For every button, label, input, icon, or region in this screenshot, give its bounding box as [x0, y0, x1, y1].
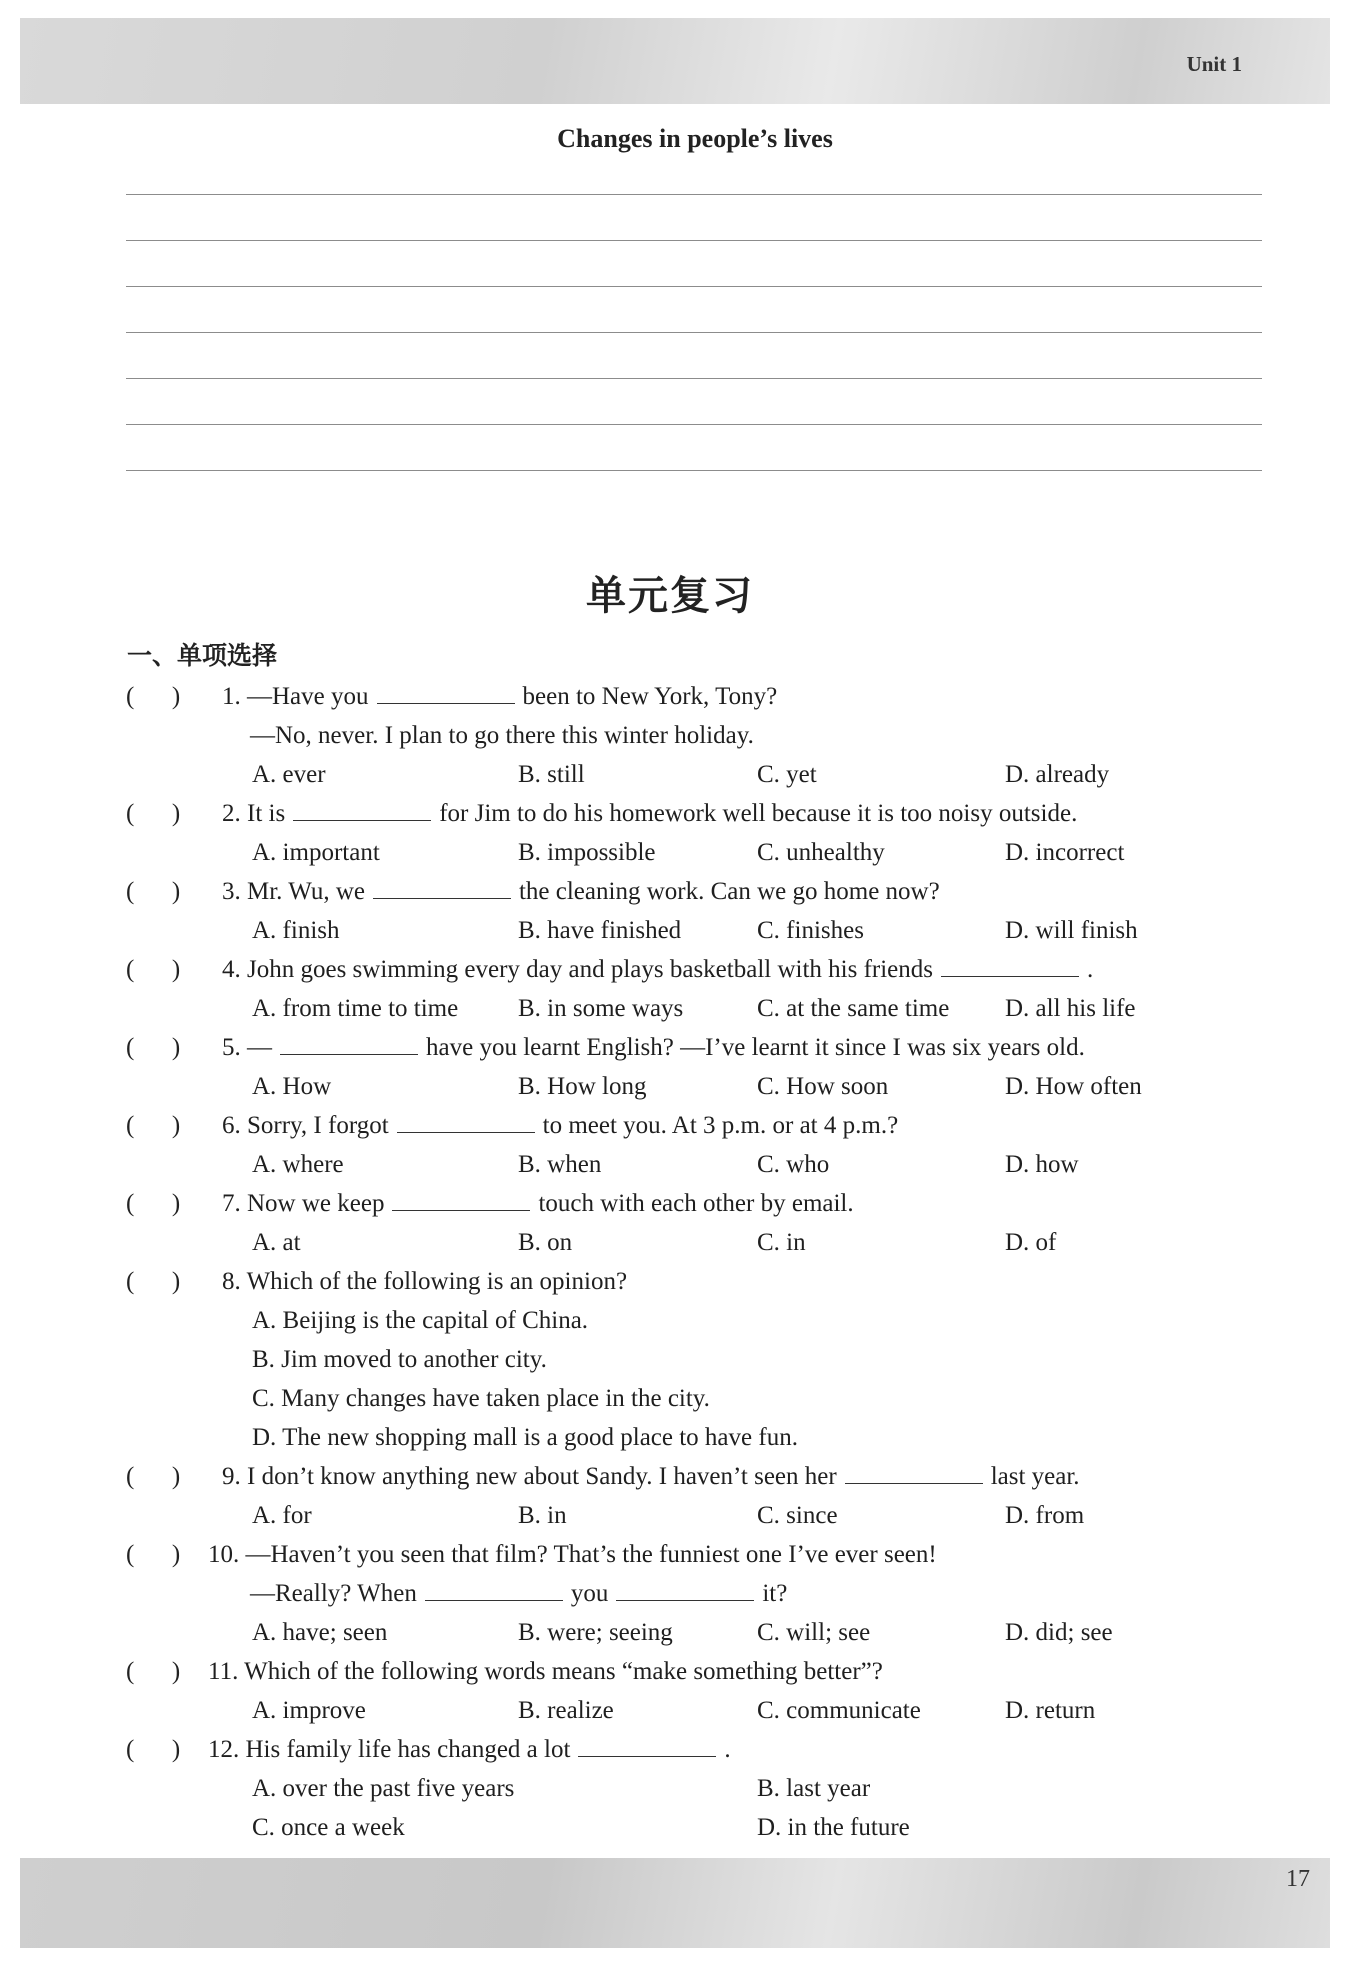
option: C. will; see — [757, 1619, 871, 1646]
question-3: 3. Mr. Wu, we the cleaning work. Can we go home now? — [222, 878, 940, 905]
answer-bracket-11[interactable]: ( ) — [126, 1658, 181, 1685]
option: A. improve — [252, 1697, 366, 1724]
option: A. Beijing is the capital of China. — [252, 1307, 589, 1334]
section-heading: 一、单项选择 — [127, 641, 278, 670]
option: D. How often — [1005, 1073, 1142, 1100]
blank[interactable] — [578, 1736, 716, 1757]
option: C. yet — [757, 761, 817, 788]
question-2: 2. It is for Jim to do his homework well because it is too noisy outside. — [222, 800, 1078, 827]
top-gray-band — [20, 18, 1330, 104]
writing-title: Changes in people’s lives — [557, 124, 833, 153]
blank[interactable] — [845, 1463, 983, 1484]
option: B. when — [518, 1151, 602, 1178]
option: C. at the same time — [757, 995, 950, 1022]
option: C. unhealthy — [757, 839, 885, 866]
option: B. in — [518, 1502, 567, 1529]
option: B. in some ways — [518, 995, 684, 1022]
option: D. return — [1005, 1697, 1096, 1724]
option: A. for — [252, 1502, 312, 1529]
question-7: 7. Now we keep touch with each other by email. — [222, 1190, 854, 1217]
question-5: 5. — have you learnt English? —I’ve learnt it since I was six years old. — [222, 1034, 1085, 1061]
option: A. at — [252, 1229, 301, 1256]
question-10-line2: —Really? When you it? — [250, 1580, 788, 1607]
blank[interactable] — [293, 800, 431, 821]
answer-bracket-3[interactable]: ( ) — [126, 878, 181, 905]
question-8: 8. Which of the following is an opinion? — [222, 1268, 628, 1295]
option: B. have finished — [518, 917, 682, 944]
question-4: 4. John goes swimming every day and plays basketball with his friends . — [222, 956, 1094, 983]
option: B. on — [518, 1229, 573, 1256]
blank[interactable] — [392, 1190, 530, 1211]
option: C. communicate — [757, 1697, 921, 1724]
question-10: 10. —Haven’t you seen that film? That’s the funniest one I’ve ever seen! — [208, 1541, 937, 1568]
option: A. have; seen — [252, 1619, 388, 1646]
option: B. impossible — [518, 839, 656, 866]
writing-line[interactable] — [126, 332, 1262, 333]
option: D. already — [1005, 761, 1110, 788]
answer-bracket-9[interactable]: ( ) — [126, 1463, 181, 1490]
option: C. in — [757, 1229, 806, 1256]
blank[interactable] — [373, 878, 511, 899]
question-12: 12. His family life has changed a lot . — [208, 1736, 731, 1763]
option: B. realize — [518, 1697, 614, 1724]
option: D. did; see — [1005, 1619, 1113, 1646]
option: B. still — [518, 761, 585, 788]
answer-bracket-5[interactable]: ( ) — [126, 1034, 181, 1061]
option: A. How — [252, 1073, 332, 1100]
option: D. in the future — [757, 1814, 910, 1841]
review-title: 单元复习 — [586, 573, 754, 619]
option: A. from time to time — [252, 995, 459, 1022]
answer-bracket-8[interactable]: ( ) — [126, 1268, 181, 1295]
option: A. important — [252, 839, 380, 866]
option: B. How long — [518, 1073, 647, 1100]
answer-bracket-7[interactable]: ( ) — [126, 1190, 181, 1217]
option: D. The new shopping mall is a good place to have fun. — [252, 1424, 798, 1451]
option: B. last year — [757, 1775, 871, 1802]
question-1-line2: —No, never. I plan to go there this winter holiday. — [250, 722, 754, 749]
option: B. Jim moved to another city. — [252, 1346, 547, 1373]
bottom-gray-band — [20, 1858, 1330, 1948]
option: C. finishes — [757, 917, 864, 944]
writing-line[interactable] — [126, 378, 1262, 379]
answer-bracket-4[interactable]: ( ) — [126, 956, 181, 983]
blank[interactable] — [377, 683, 515, 704]
option: A. ever — [252, 761, 326, 788]
unit-label: Unit 1 — [1186, 52, 1242, 76]
page-number: 17 — [1286, 1866, 1310, 1892]
blank[interactable] — [616, 1580, 754, 1601]
option: D. will finish — [1005, 917, 1138, 944]
blank[interactable] — [425, 1580, 563, 1601]
option: A. where — [252, 1151, 344, 1178]
option: D. how — [1005, 1151, 1079, 1178]
answer-bracket-6[interactable]: ( ) — [126, 1112, 181, 1139]
writing-line[interactable] — [126, 286, 1262, 287]
question-9: 9. I don’t know anything new about Sandy. I haven’t seen her last year. — [222, 1463, 1080, 1490]
option: D. incorrect — [1005, 839, 1125, 866]
answer-bracket-10[interactable]: ( ) — [126, 1541, 181, 1568]
option: B. were; seeing — [518, 1619, 673, 1646]
option: A. over the past five years — [252, 1775, 515, 1802]
writing-line[interactable] — [126, 470, 1262, 471]
answer-bracket-2[interactable]: ( ) — [126, 800, 181, 827]
writing-line[interactable] — [126, 194, 1262, 195]
option: C. who — [757, 1151, 830, 1178]
answer-bracket-1[interactable]: ( ) — [126, 683, 181, 710]
blank[interactable] — [397, 1112, 535, 1133]
option: C. How soon — [757, 1073, 889, 1100]
question-6: 6. Sorry, I forgot to meet you. At 3 p.m. or at 4 p.m.? — [222, 1112, 899, 1139]
option: A. finish — [252, 917, 340, 944]
option: C. since — [757, 1502, 838, 1529]
option: C. Many changes have taken place in the city. — [252, 1385, 710, 1412]
blank[interactable] — [941, 956, 1079, 977]
writing-line[interactable] — [126, 424, 1262, 425]
option: D. from — [1005, 1502, 1085, 1529]
option: D. of — [1005, 1229, 1057, 1256]
question-1: 1. —Have you been to New York, Tony? — [222, 683, 778, 710]
option: C. once a week — [252, 1814, 405, 1841]
question-11: 11. Which of the following words means “make something better”? — [208, 1658, 883, 1685]
option: D. all his life — [1005, 995, 1136, 1022]
answer-bracket-12[interactable]: ( ) — [126, 1736, 181, 1763]
writing-line[interactable] — [126, 240, 1262, 241]
blank[interactable] — [280, 1034, 418, 1055]
